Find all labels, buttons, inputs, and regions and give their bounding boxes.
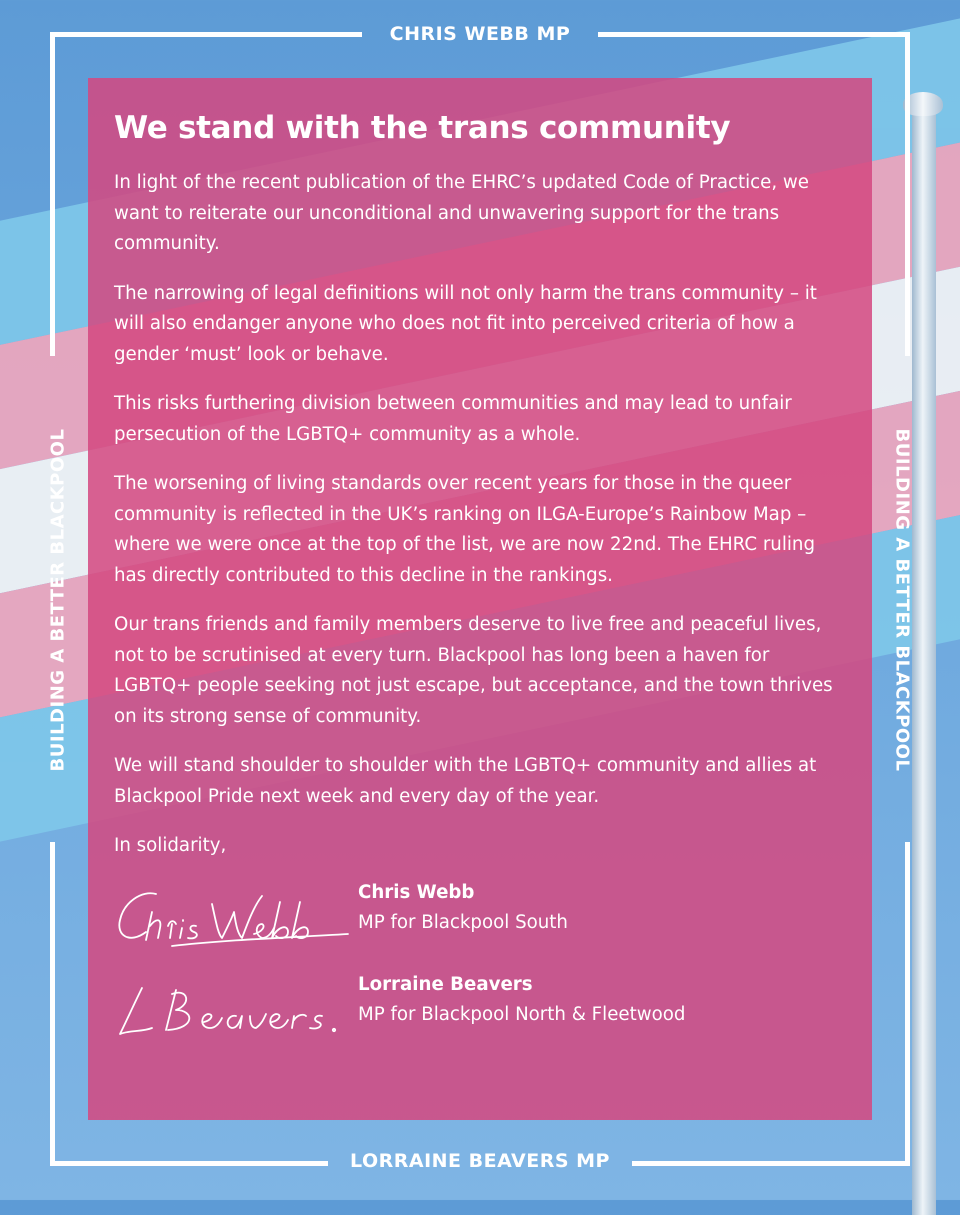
frame-right-top [905,32,910,356]
paragraph-4: The worsening of living standards over recent years for those in the queer community is reflected in the UK’s ranking on ILGA-Europe’s Rainbow Map – where we were once at the top of the list, we are now 22nd. The EHRC ruling has directly contributed to this decline in the rankings. [114,473,816,586]
statement-panel [88,78,872,1120]
lorraine-beavers-signature [112,974,352,1044]
closing-line: In solidarity, [114,835,227,856]
top-banner-label: CHRIS WEBB MP [389,23,571,45]
paragraph-3: This risks furthering division between communities and may lead to unfair persecution of the LGBTQ+ community as a whole. [114,393,792,445]
frame-left-bottom [50,842,55,1166]
bottom-banner-label: LORRAINE BEAVERS MP [350,1150,610,1172]
statement-headline: We stand with the trans community [114,110,731,146]
paragraph-5: Our trans friends and family members deserve to live free and peaceful lives, not to be scrutinised at every turn. Blackpool has long been a haven for LGBTQ+ people seeking not just escape, but acceptance, and the town thrives on its strong sense of community. [114,614,833,727]
frame-right-bottom [905,842,910,1166]
signatory-chris-webb [114,878,848,970]
chris-webb-signature [112,882,352,952]
side-label-right: BUILDING A BETTER BLACKPOOL [891,428,913,772]
side-label-left: BUILDING A BETTER BLACKPOOL [47,428,69,772]
paragraph-1: In light of the recent publication of the EHRC’s updated Code of Practice, we want to reiterate our unconditional and unwavering support for the trans community. [114,172,809,254]
signatory-name: Lorraine Beavers [358,973,533,995]
signatory-role: MP for Blackpool South [358,911,568,933]
signatory-lorraine-beavers [114,970,848,1062]
frame-left-top [50,32,55,356]
signatory-text [358,970,685,1030]
paragraph-2: The narrowing of legal definitions will not only harm the trans community – it will also endanger anyone who does not fit into perceived criteria of how a gender ‘must’ look or behave. [114,282,817,365]
flagpole [912,95,936,1215]
signatory-name: Chris Webb [358,881,475,903]
signatory-role: MP for Blackpool North & Fleetwood [358,1003,686,1025]
signatory-text [358,878,568,938]
paragraph-6: We will stand shoulder to shoulder with the LGBTQ+ community and allies at Blackpool Pride next week and every day of the year. [114,755,817,807]
